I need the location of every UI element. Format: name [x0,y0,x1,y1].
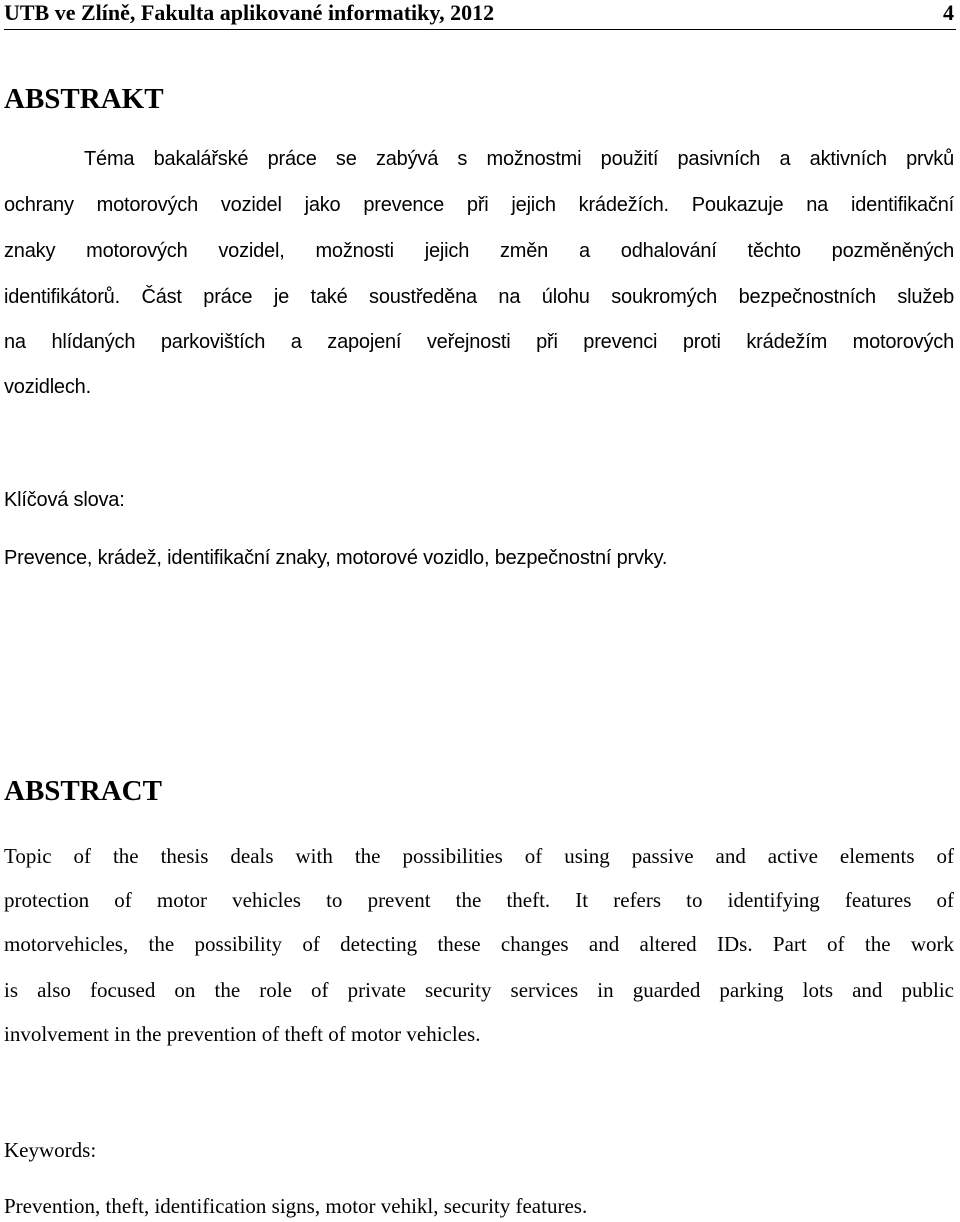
abstract-heading: ABSTRACT [4,775,162,807]
abstract-line: motorvehicles, the possibility of detecting these changes and altered IDs. Part of the work [4,932,954,956]
abstract-line: is also focused on the role of private security services in guarded parking lots and public [4,978,954,1002]
abstrakt-line: vozidlech. [4,376,91,398]
abstract-line: Topic of the thesis deals with the possibilities of using passive and active elements of [4,844,954,868]
abstrakt-keywords-label: Klíčová slova: [4,489,125,511]
abstrakt-heading: ABSTRAKT [4,83,164,115]
header-rule [4,29,956,30]
abstrakt-keywords: Prevence, krádež, identifikační znaky, motorové vozidlo, bezpečnostní prvky. [4,547,668,569]
abstrakt-line: identifikátorů. Část práce je také soustředěna na úlohu soukromých bezpečnostních služeb [4,286,954,308]
abstract-line: involvement in the prevention of theft of motor vehicles. [4,1022,481,1046]
abstrakt-line: znaky motorových vozidel, možnosti jejich změn a odhalování těchto pozměněných [4,240,954,262]
header-title: UTB ve Zlíně, Fakulta aplikované informatiky, 2012 [4,0,495,25]
abstrakt-line: na hlídaných parkovištích a zapojení veřejnosti při prevenci proti krádežím motorových [4,331,954,353]
abstrakt-line: ochrany motorových vozidel jako prevence při jejich krádežích. Poukazuje na identifikační [4,194,954,216]
page-number: 4 [943,0,954,25]
abstrakt-line: Téma bakalářské práce se zabývá s možnostmi použití pasivních a aktivních prvků [84,148,954,170]
abstract-keywords: Prevention, theft, identification signs, motor vehikl, security features. [4,1194,588,1218]
page-header [4,0,956,30]
abstract-line: protection of motor vehicles to prevent the theft. It refers to identifying features of [4,888,954,912]
abstract-keywords-label: Keywords: [4,1138,97,1162]
